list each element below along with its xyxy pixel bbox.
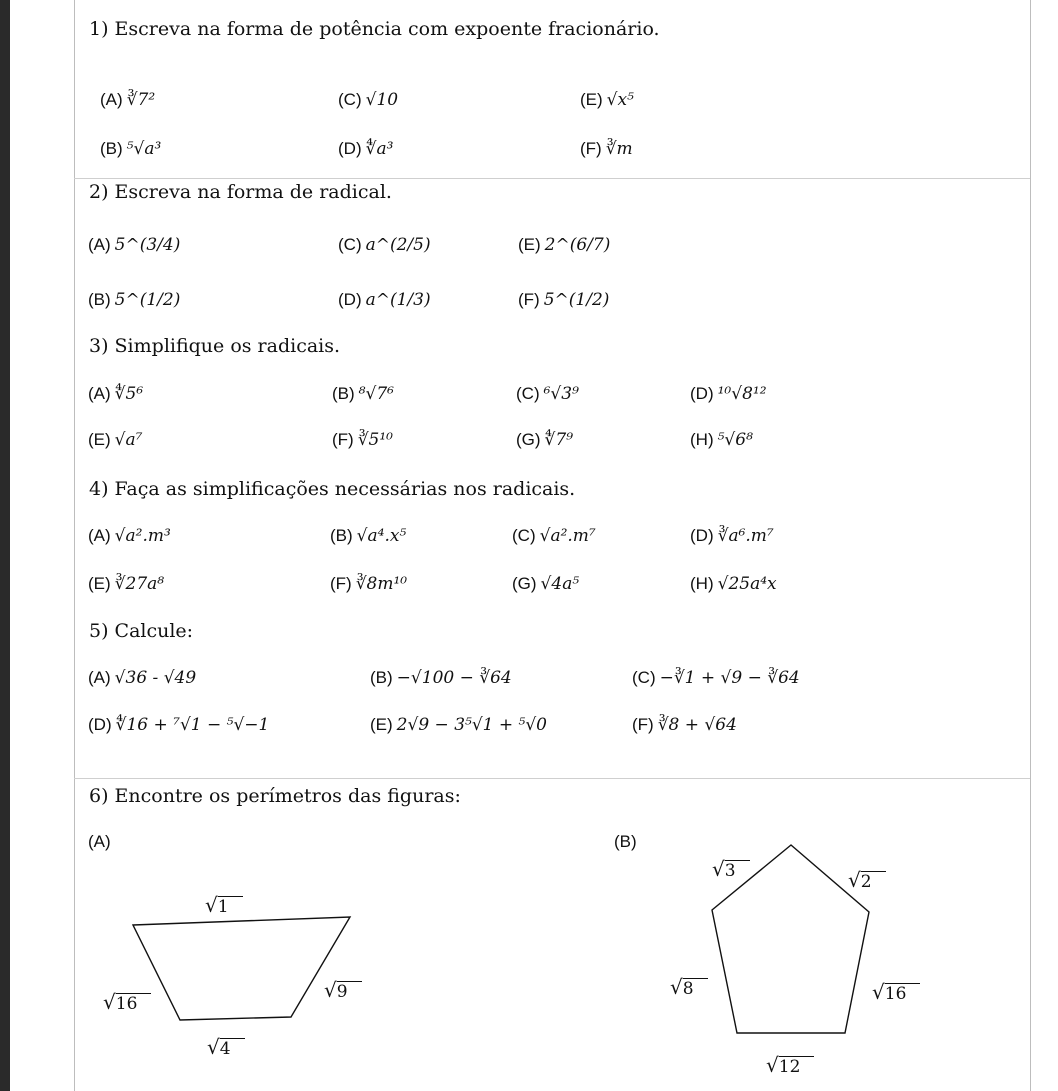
q3-item-e: (E) √a⁷ (88, 430, 143, 450)
figure-b-right-side: √16 (872, 980, 920, 1004)
figure-b-bottom-side: √12 (766, 1053, 814, 1077)
figure-b-topright-side: √2 (848, 868, 886, 892)
q2-heading: 2) Escreva na forma de radical. (89, 181, 392, 203)
q5-item-a: (A) √36 - √49 (88, 668, 197, 688)
q1-item-f: (F) ∛m (580, 139, 633, 159)
q5-item-e: (E) 2√9 − 3⁵√1 + ⁵√0 (370, 715, 547, 735)
q5-item-c: (C) −∛1 + √9 − ∛64 (632, 668, 800, 688)
q1-heading: 1) Escreva na forma de potência com expoente fracionário. (89, 18, 660, 40)
figure-b-topleft-side: √3 (712, 857, 750, 881)
q4-item-f: (F) ∛8m¹⁰ (330, 574, 408, 594)
q2-item-e: (E) 2^(6/7) (518, 235, 611, 255)
q3-item-b: (B) ⁸√7⁶ (332, 384, 394, 404)
q2-item-d: (D) a^(1/3) (338, 290, 431, 310)
q1-item-c: (C) √10 (338, 90, 399, 110)
figure-a-right-side: √9 (324, 978, 362, 1002)
q4-heading: 4) Faça as simplificações necessárias nos radicais. (89, 478, 576, 500)
q4-item-h: (H) √25a⁴x (690, 574, 777, 594)
figure-a-label: (A) (88, 832, 111, 851)
q1-item-e: (E) √x⁵ (580, 90, 634, 110)
q4-item-c: (C) √a².m⁷ (512, 526, 596, 546)
q5-item-d: (D) ∜16 + ⁷√1 − ⁵√−1 (88, 715, 270, 735)
q4-item-b: (B) √a⁴.x⁵ (330, 526, 407, 546)
q2-item-f: (F) 5^(1/2) (518, 290, 610, 310)
q1-item-d: (D) ∜a³ (338, 139, 394, 159)
q4-item-d: (D) ∛a⁶.m⁷ (690, 526, 774, 546)
q5-item-b: (B) −√100 − ∛64 (370, 668, 512, 688)
q4-item-a: (A) √a².m³ (88, 526, 171, 546)
figure-b-left-side: √8 (670, 975, 708, 999)
figure-a-left-side: √16 (103, 990, 151, 1014)
q2-item-a: (A) 5^(3/4) (88, 235, 181, 255)
figure-a-bottom-side: √4 (207, 1035, 245, 1059)
figure-b-label: (B) (614, 832, 637, 851)
q1-item-a: (A) ∛7² (100, 90, 156, 110)
q4-item-e: (E) ∛27a⁸ (88, 574, 165, 594)
q1-item-b: (B) ⁵√a³ (100, 139, 162, 159)
q3-item-g: (G) ∜7⁹ (516, 430, 574, 450)
q3-item-h: (H) ⁵√6⁸ (690, 430, 753, 450)
q3-item-a: (A) ∜5⁶ (88, 384, 144, 404)
q2-item-b: (B) 5^(1/2) (88, 290, 181, 310)
q2-item-c: (C) a^(2/5) (338, 235, 431, 255)
q4-item-g: (G) √4a⁵ (512, 574, 580, 594)
q5-item-f: (F) ∛8 + √64 (632, 715, 737, 735)
q3-item-d: (D) ¹⁰√8¹² (690, 384, 767, 404)
q5-heading: 5) Calcule: (89, 620, 194, 642)
figure-a-top-side: √1 (205, 893, 243, 917)
q3-item-c: (C) ⁶√3⁹ (516, 384, 579, 404)
q6-heading: 6) Encontre os perímetros das figuras: (89, 785, 461, 807)
q3-heading: 3) Simplifique os radicais. (89, 335, 341, 357)
q3-item-f: (F) ∛5¹⁰ (332, 430, 393, 450)
